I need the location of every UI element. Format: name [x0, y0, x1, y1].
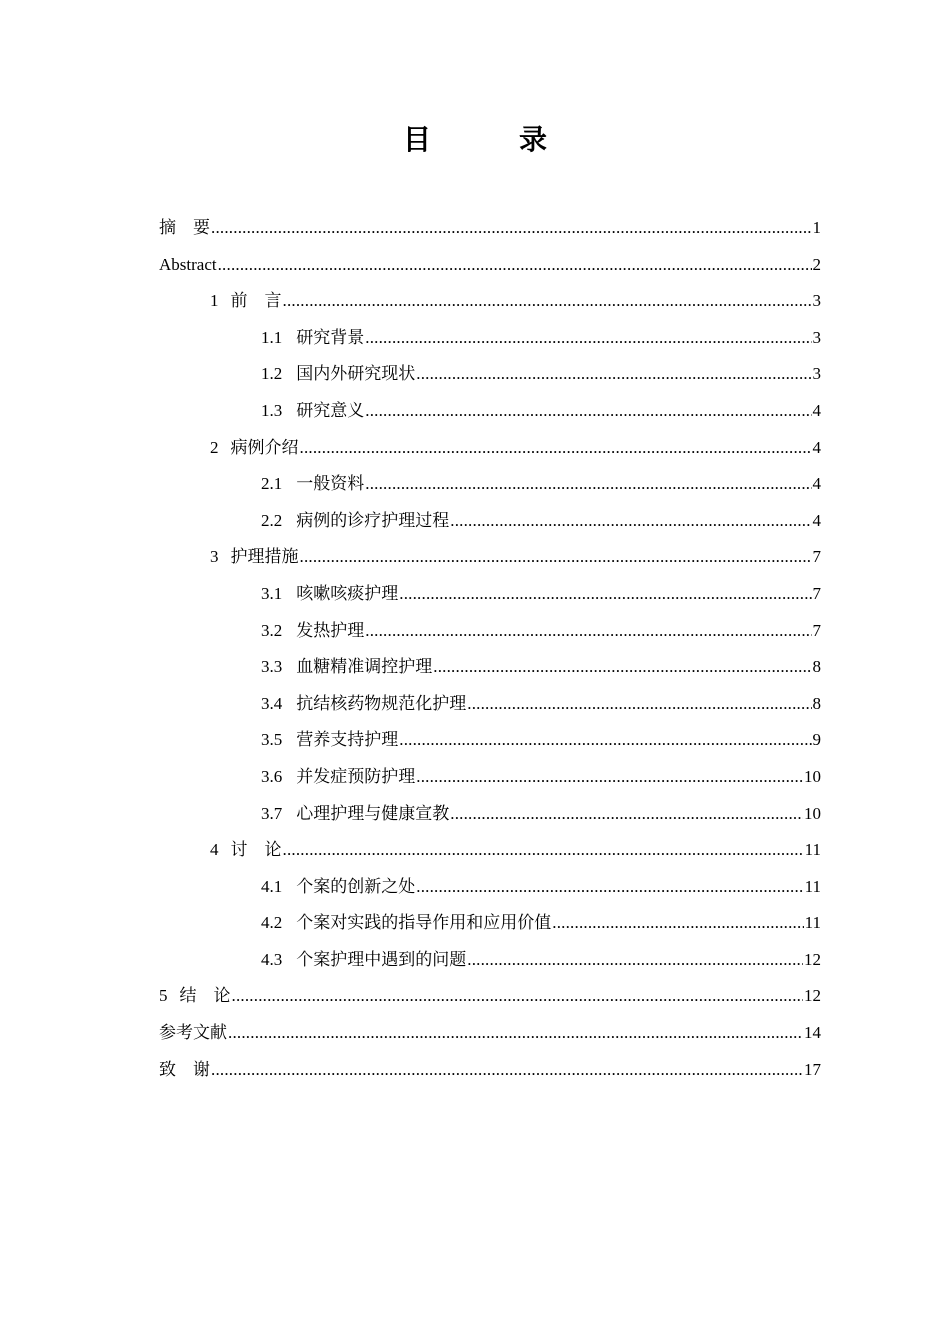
- toc-entry-page-number: 4: [812, 400, 821, 420]
- toc-entry[interactable]: [159, 283, 821, 320]
- toc-entry-number: 4.2: [261, 913, 283, 933]
- toc-entry[interactable]: [159, 320, 821, 357]
- toc-entry-title: 研究意义: [296, 400, 365, 420]
- toc-entry-number: 3.6: [261, 766, 283, 786]
- toc-entry-number: 3: [210, 547, 219, 567]
- dot-leader: [450, 796, 803, 832]
- dot-leader: [283, 283, 812, 319]
- dot-leader: [416, 869, 803, 905]
- toc-entry[interactable]: [159, 576, 821, 613]
- toc-entry-page-number: 11: [804, 876, 821, 896]
- toc-entry-number: 4.1: [261, 876, 283, 896]
- toc-entry-page-number: 3: [812, 291, 821, 311]
- toc-entry-title: 发热护理: [296, 620, 365, 640]
- toc-entry-page-number: 14: [804, 1023, 821, 1043]
- dot-leader: [283, 832, 804, 868]
- toc-entry-number: 1: [210, 291, 219, 311]
- toc-entry[interactable]: [159, 905, 821, 942]
- toc-entry-number: 1.2: [261, 364, 283, 384]
- toc-entry-page-number: 17: [804, 1059, 821, 1079]
- toc-entry-page-number: 12: [804, 986, 821, 1006]
- toc-entry-page-number: 4: [812, 474, 821, 494]
- toc-entry-title: 咳嗽咳痰护理: [296, 583, 399, 603]
- toc-entry-number: 3.1: [261, 583, 283, 603]
- toc-entry[interactable]: [159, 686, 821, 723]
- toc-entry-title: 研究背景: [296, 327, 365, 347]
- toc-entry-page-number: 11: [804, 913, 821, 933]
- dot-leader: [433, 649, 811, 685]
- toc-entry-title: 个案的创新之处: [296, 876, 416, 896]
- toc-entry-page-number: 2: [812, 254, 821, 274]
- toc-entry-title: 心理护理与健康宣教: [296, 803, 450, 823]
- toc-entry-page-number: 11: [804, 840, 821, 860]
- toc-entry[interactable]: [159, 832, 821, 869]
- toc-entry[interactable]: [159, 1015, 821, 1052]
- toc-entry-page-number: 8: [812, 657, 821, 677]
- toc-entry-page-number: 7: [812, 547, 821, 567]
- toc-entry[interactable]: [159, 759, 821, 796]
- dot-leader: [365, 320, 811, 356]
- dot-leader: [416, 356, 811, 392]
- toc-entry[interactable]: [159, 869, 821, 906]
- toc-entry-page-number: 10: [804, 766, 821, 786]
- toc-entry-title: 血糖精准调控护理: [296, 657, 433, 677]
- dot-leader: [552, 905, 803, 941]
- toc-entry-page-number: 8: [812, 693, 821, 713]
- toc-entry[interactable]: [159, 613, 821, 650]
- toc-entry-title: 参考文献: [159, 1023, 227, 1043]
- dot-leader: [450, 503, 811, 539]
- toc-entry-title: 结 论: [179, 986, 231, 1006]
- dot-leader: [399, 722, 811, 758]
- toc-entry-title: 讨 论: [230, 840, 282, 860]
- toc-entry-title: 摘 要: [159, 218, 210, 237]
- toc-entry[interactable]: [159, 1052, 821, 1089]
- table-of-contents: [159, 210, 821, 1088]
- toc-entry-title: 抗结核药物规范化护理: [296, 693, 467, 713]
- dot-leader: [218, 247, 812, 283]
- toc-entry-page-number: 12: [804, 949, 821, 969]
- toc-entry-page-number: 3: [812, 364, 821, 384]
- toc-entry-title: 并发症预防护理: [296, 766, 416, 786]
- toc-entry-title: Abstract: [159, 254, 217, 274]
- toc-entry-page-number: 7: [812, 620, 821, 640]
- toc-entry-number: 3.5: [261, 730, 283, 750]
- dot-leader: [365, 466, 811, 502]
- dot-leader: [467, 686, 811, 722]
- toc-entry[interactable]: [159, 722, 821, 759]
- dot-leader: [211, 210, 812, 246]
- toc-entry-number: 2.1: [261, 474, 283, 494]
- toc-entry-title: 一般资料: [296, 474, 365, 494]
- toc-entry[interactable]: [159, 393, 821, 430]
- toc-entry-title: 病例的诊疗护理过程: [296, 510, 450, 530]
- dot-leader: [399, 576, 811, 612]
- toc-entry-title: 个案护理中遇到的问题: [296, 949, 467, 969]
- dot-leader: [232, 978, 804, 1014]
- toc-entry[interactable]: [159, 796, 821, 833]
- toc-entry-number: 3.4: [261, 693, 283, 713]
- toc-entry-page-number: 10: [804, 803, 821, 823]
- toc-entry-page-number: 9: [812, 730, 821, 750]
- toc-entry-number: 4.3: [261, 949, 283, 969]
- toc-entry-title: 个案对实践的指导作用和应用价值: [296, 913, 552, 933]
- toc-entry[interactable]: [159, 466, 821, 503]
- toc-entry-number: 3.7: [261, 803, 283, 823]
- toc-entry-number: 5: [159, 986, 168, 1006]
- toc-entry-page-number: 3: [812, 327, 821, 347]
- toc-entry[interactable]: [159, 430, 821, 467]
- dot-leader: [228, 1015, 803, 1051]
- toc-entry-page-number: 7: [812, 583, 821, 603]
- toc-entry-title: 致 谢: [159, 1059, 210, 1079]
- toc-entry[interactable]: [159, 942, 821, 979]
- dot-leader: [416, 759, 803, 795]
- toc-title: 目 录: [402, 123, 577, 156]
- toc-entry-title: 病例介绍: [230, 437, 299, 457]
- toc-entry-number: 1.1: [261, 327, 283, 347]
- dot-leader: [300, 539, 812, 575]
- dot-leader: [365, 393, 811, 429]
- toc-entry[interactable]: [159, 978, 821, 1015]
- toc-entry-number: 2.2: [261, 510, 283, 530]
- toc-entry[interactable]: [159, 356, 821, 393]
- dot-leader: [467, 942, 803, 978]
- toc-entry-page-number: 1: [812, 218, 821, 237]
- toc-entry-title: 国内外研究现状: [296, 364, 416, 384]
- toc-entry-number: 1.3: [261, 400, 283, 420]
- toc-entry[interactable]: [159, 503, 821, 540]
- toc-entry[interactable]: [159, 247, 821, 284]
- toc-entry-number: 4: [210, 840, 219, 860]
- toc-entry[interactable]: [159, 649, 821, 686]
- dot-leader: [365, 613, 811, 649]
- toc-entry-title: 营养支持护理: [296, 730, 399, 750]
- toc-entry[interactable]: [159, 210, 821, 247]
- dot-leader: [211, 1052, 803, 1088]
- toc-entry-title: 前 言: [230, 291, 282, 311]
- toc-entry-number: 3.2: [261, 620, 283, 640]
- toc-entry-page-number: 4: [812, 510, 821, 530]
- dot-leader: [300, 430, 812, 466]
- toc-entry-title: 护理措施: [230, 547, 299, 567]
- toc-entry[interactable]: [159, 539, 821, 576]
- toc-entry-page-number: 4: [812, 437, 821, 457]
- toc-entry-number: 2: [210, 437, 219, 457]
- toc-entry-number: 3.3: [261, 657, 283, 677]
